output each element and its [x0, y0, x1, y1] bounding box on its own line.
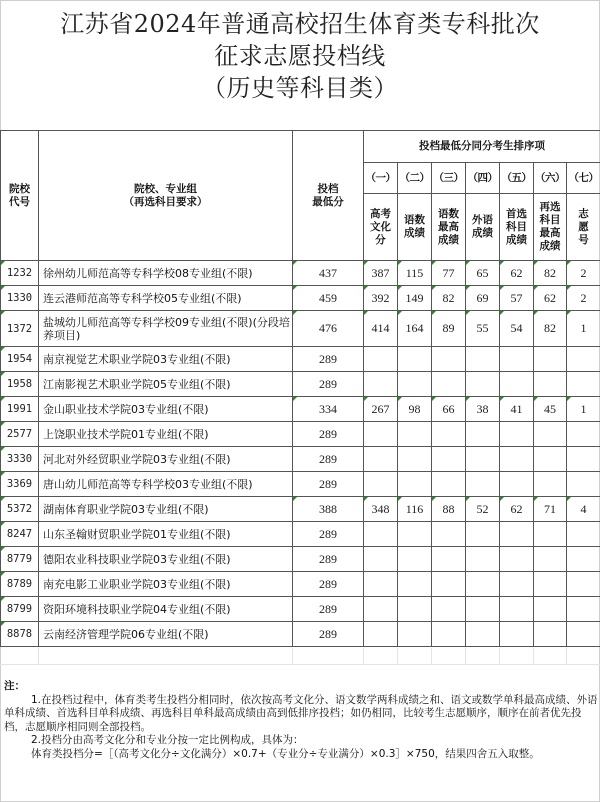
tiebreak-cell-6 — [534, 422, 567, 447]
tiebreak-cell-5 — [500, 522, 534, 547]
tiebreak-cell-3 — [432, 447, 466, 472]
tiebreak-cell-3 — [432, 572, 466, 597]
title-line-3: （历史等科目类） — [202, 74, 398, 102]
table-row — [1, 447, 600, 472]
tiebreak-cell-2 — [398, 447, 432, 472]
table-row — [1, 622, 600, 647]
tiebreak-cell-4 — [466, 622, 500, 647]
gridline — [431, 648, 432, 665]
tiebreak-cell-1: 414 — [364, 311, 398, 347]
tiebreak-cell-2 — [398, 622, 432, 647]
min-score-cell: 289 — [293, 522, 364, 547]
tiebreak-cell-3 — [432, 472, 466, 497]
tiebreak-cell-6 — [534, 447, 567, 472]
tiebreak-cell-1 — [364, 347, 398, 372]
tiebreak-cell-6 — [534, 347, 567, 372]
header-foreign-language: 外语成绩 — [466, 194, 500, 261]
header-school-group: 院校、专业组 （再选科目要求） — [39, 131, 293, 261]
tiebreak-cell-5 — [500, 597, 534, 622]
table-row — [1, 286, 600, 311]
school-code-cell: 1954 — [1, 347, 39, 372]
tiebreak-cell-7 — [567, 572, 600, 597]
tiebreak-cell-3 — [432, 422, 466, 447]
school-group-cell: 山东圣翰财贸职业学院01专业组(不限) — [39, 522, 293, 547]
min-score-cell: 476 — [293, 311, 364, 347]
school-group-cell: 盐城幼儿师范高等专科学校09专业组(不限)(分段培养项目) — [39, 311, 293, 347]
tiebreak-cell-1 — [364, 572, 398, 597]
tiebreak-cell-4 — [466, 572, 500, 597]
tiebreak-cell-3: 66 — [432, 397, 466, 422]
min-score-cell: 289 — [293, 447, 364, 472]
header-seq-6: （六） — [534, 163, 567, 194]
tiebreak-cell-2 — [398, 547, 432, 572]
tiebreak-cell-7 — [567, 472, 600, 497]
min-score-cell: 289 — [293, 372, 364, 397]
tiebreak-cell-4: 65 — [466, 261, 500, 286]
header-seq-2: （二） — [398, 163, 432, 194]
school-code-cell: 8878 — [1, 622, 39, 647]
header-seq-3: （三） — [432, 163, 466, 194]
school-group-cell: 江南影视艺术职业学院05专业组(不限) — [39, 372, 293, 397]
tiebreak-cell-4 — [466, 472, 500, 497]
min-score-cell: 289 — [293, 622, 364, 647]
school-code-cell: 8799 — [1, 597, 39, 622]
table-row — [1, 497, 600, 522]
tiebreak-cell-3 — [432, 597, 466, 622]
gridline — [363, 648, 364, 665]
tiebreak-cell-5 — [500, 622, 534, 647]
tiebreak-cell-3 — [432, 372, 466, 397]
tiebreak-cell-1: 392 — [364, 286, 398, 311]
table-row — [1, 597, 600, 622]
school-code-cell: 8247 — [1, 522, 39, 547]
tiebreak-cell-7: 1 — [567, 397, 600, 422]
school-code-cell: 5372 — [1, 497, 39, 522]
school-code-cell: 1330 — [1, 286, 39, 311]
min-score-cell: 289 — [293, 547, 364, 572]
school-code-cell: 1991 — [1, 397, 39, 422]
tiebreak-cell-5 — [500, 572, 534, 597]
blank-grid-row — [0, 648, 600, 665]
tiebreak-cell-5: 54 — [500, 311, 534, 347]
header-first-subject: 首选科目成绩 — [500, 194, 534, 261]
school-code-cell: 1958 — [1, 372, 39, 397]
tiebreak-cell-3 — [432, 347, 466, 372]
tiebreak-cell-1 — [364, 372, 398, 397]
tiebreak-cell-1 — [364, 547, 398, 572]
tiebreak-cell-5 — [500, 447, 534, 472]
tiebreak-cell-3 — [432, 547, 466, 572]
school-code-cell: 1372 — [1, 311, 39, 347]
header-seq-4: （四） — [466, 163, 500, 194]
school-group-cell: 资阳环境科技职业学院04专业组(不限) — [39, 597, 293, 622]
school-group-cell: 南京视觉艺术职业学院03专业组(不限) — [39, 347, 293, 372]
tiebreak-cell-3: 88 — [432, 497, 466, 522]
gridline — [38, 648, 39, 665]
school-group-cell: 徐州幼儿师范高等专科学校08专业组(不限) — [39, 261, 293, 286]
min-score-cell: 289 — [293, 422, 364, 447]
tiebreak-cell-6 — [534, 622, 567, 647]
admission-score-table — [0, 130, 600, 647]
min-score-cell: 388 — [293, 497, 364, 522]
tiebreak-cell-7: 1 — [567, 311, 600, 347]
table-row — [1, 522, 600, 547]
header-chinese-math-max: 语数最高成绩 — [432, 194, 466, 261]
tiebreak-cell-3 — [432, 622, 466, 647]
tiebreak-cell-6 — [534, 572, 567, 597]
tiebreak-cell-7 — [567, 522, 600, 547]
school-group-cell: 云南经济管理学院06专业组(不限) — [39, 622, 293, 647]
tiebreak-cell-4 — [466, 597, 500, 622]
tiebreak-cell-1: 348 — [364, 497, 398, 522]
school-code-cell: 8779 — [1, 547, 39, 572]
header-seq-7: （七） — [567, 163, 600, 194]
header-tiebreak-group: 投档最低分同分考生排序项 — [364, 131, 600, 163]
tiebreak-cell-6 — [534, 472, 567, 497]
min-score-cell: 289 — [293, 347, 364, 372]
school-code-cell: 2577 — [1, 422, 39, 447]
tiebreak-cell-5 — [500, 422, 534, 447]
min-score-cell: 334 — [293, 397, 364, 422]
tiebreak-cell-1: 387 — [364, 261, 398, 286]
tiebreak-cell-5 — [500, 347, 534, 372]
tiebreak-cell-2: 164 — [398, 311, 432, 347]
tiebreak-cell-7 — [567, 372, 600, 397]
tiebreak-cell-6 — [534, 547, 567, 572]
table-row — [1, 261, 600, 286]
tiebreak-cell-2 — [398, 572, 432, 597]
school-group-cell: 连云港师范高等专科学校05专业组(不限) — [39, 286, 293, 311]
tiebreak-cell-5: 41 — [500, 397, 534, 422]
tiebreak-cell-4 — [466, 422, 500, 447]
gridline — [499, 648, 500, 665]
tiebreak-cell-1 — [364, 447, 398, 472]
tiebreak-cell-7 — [567, 622, 600, 647]
school-group-cell: 南充电影工业职业学院03专业组(不限) — [39, 572, 293, 597]
school-code-cell: 1232 — [1, 261, 39, 286]
tiebreak-cell-5: 62 — [500, 261, 534, 286]
school-group-cell: 湖南体育职业学院03专业组(不限) — [39, 497, 293, 522]
tiebreak-cell-5 — [500, 472, 534, 497]
tiebreak-cell-1 — [364, 472, 398, 497]
header-school-code: 院校代号 — [1, 131, 39, 261]
tiebreak-cell-6: 82 — [534, 261, 567, 286]
tiebreak-cell-4 — [466, 447, 500, 472]
tiebreak-cell-3: 89 — [432, 311, 466, 347]
gridline — [465, 648, 466, 665]
school-group-cell: 河北对外经贸职业学院03专业组(不限) — [39, 447, 293, 472]
tiebreak-cell-7: 4 — [567, 497, 600, 522]
tiebreak-cell-5 — [500, 547, 534, 572]
tiebreak-cell-2: 115 — [398, 261, 432, 286]
note-item-2: 2.投档分由高考文化分和专业分按一定比例构成，具体为： — [31, 734, 304, 746]
tiebreak-cell-1 — [364, 522, 398, 547]
tiebreak-cell-1 — [364, 622, 398, 647]
tiebreak-cell-5 — [500, 372, 534, 397]
title-line-2: 征求志愿投档线 — [214, 42, 386, 70]
tiebreak-cell-3 — [432, 522, 466, 547]
school-code-cell: 3369 — [1, 472, 39, 497]
tiebreak-cell-4: 69 — [466, 286, 500, 311]
table-row — [1, 347, 600, 372]
table-row — [1, 472, 600, 497]
tiebreak-cell-6: 71 — [534, 497, 567, 522]
table-row — [1, 422, 600, 447]
tiebreak-cell-2 — [398, 347, 432, 372]
tiebreak-cell-2 — [398, 522, 432, 547]
tiebreak-cell-7: 2 — [567, 261, 600, 286]
tiebreak-cell-4 — [466, 372, 500, 397]
header-min-score: 投档 最低分 — [293, 131, 364, 261]
tiebreak-cell-2: 149 — [398, 286, 432, 311]
school-group-cell: 德阳农业科技职业学院03专业组(不限) — [39, 547, 293, 572]
tiebreak-cell-2 — [398, 372, 432, 397]
tiebreak-cell-7 — [567, 347, 600, 372]
school-code-cell: 8789 — [1, 572, 39, 597]
notes-heading: 注： — [4, 680, 25, 692]
table-body — [1, 261, 600, 647]
tiebreak-cell-3: 82 — [432, 286, 466, 311]
tiebreak-cell-2 — [398, 472, 432, 497]
tiebreak-cell-1 — [364, 597, 398, 622]
tiebreak-cell-7 — [567, 447, 600, 472]
tiebreak-cell-7 — [567, 422, 600, 447]
gridline — [533, 648, 534, 665]
tiebreak-cell-6: 62 — [534, 286, 567, 311]
tiebreak-cell-2: 98 — [398, 397, 432, 422]
table-row — [1, 547, 600, 572]
school-group-cell: 上饶职业技术学院01专业组(不限) — [39, 422, 293, 447]
header-elective-max: 再选科目最高成绩 — [534, 194, 567, 261]
header-seq-1: （一） — [364, 163, 398, 194]
tiebreak-cell-6 — [534, 372, 567, 397]
gridline — [397, 648, 398, 665]
min-score-cell: 437 — [293, 261, 364, 286]
header-choice-number: 志愿号 — [567, 194, 600, 261]
tiebreak-cell-4 — [466, 522, 500, 547]
gridline — [292, 648, 293, 665]
min-score-cell: 289 — [293, 597, 364, 622]
tiebreak-cell-4: 55 — [466, 311, 500, 347]
document-title — [0, 8, 600, 104]
tiebreak-cell-1 — [364, 422, 398, 447]
tiebreak-cell-6: 45 — [534, 397, 567, 422]
table-row — [1, 311, 600, 347]
tiebreak-cell-7 — [567, 547, 600, 572]
school-group-cell: 唐山幼儿师范高等专科学校03专业组(不限) — [39, 472, 293, 497]
header-chinese-math: 语数成绩 — [398, 194, 432, 261]
tiebreak-cell-3: 77 — [432, 261, 466, 286]
tiebreak-cell-2 — [398, 422, 432, 447]
gridline — [566, 648, 567, 665]
note-formula: 体育类投档分=［（高考文化分÷文化满分）×0.7+（专业分÷专业满分）×0.3］×750，结果四舍五入取整。 — [31, 747, 540, 760]
school-code-cell: 3330 — [1, 447, 39, 472]
tiebreak-cell-6: 82 — [534, 311, 567, 347]
header-culture-score: 高考文化分 — [364, 194, 398, 261]
min-score-cell: 289 — [293, 572, 364, 597]
tiebreak-cell-6 — [534, 597, 567, 622]
header-seq-5: （五） — [500, 163, 534, 194]
tiebreak-cell-4: 38 — [466, 397, 500, 422]
table-row — [1, 572, 600, 597]
table-row — [1, 397, 600, 422]
tiebreak-cell-1: 267 — [364, 397, 398, 422]
tiebreak-cell-6 — [534, 522, 567, 547]
tiebreak-cell-4: 52 — [466, 497, 500, 522]
min-score-cell: 289 — [293, 472, 364, 497]
note-item-1: 1.在投档过程中，体育类考生投档分相同时，依次按高考文化分、语文数学两科成绩之和、语文或数学单科最高成绩、外语单科成绩、首选科目单科成绩、再选科目单科最高成绩由高到低排序投档；如仍相同，比较考生志愿顺序，顺序在前者优先投档，志愿顺序相同则全部投档。 — [4, 693, 598, 733]
min-score-cell: 459 — [293, 286, 364, 311]
tiebreak-cell-7: 2 — [567, 286, 600, 311]
tiebreak-cell-5: 62 — [500, 497, 534, 522]
school-group-cell: 金山职业技术学院03专业组(不限) — [39, 397, 293, 422]
tiebreak-cell-2 — [398, 597, 432, 622]
tiebreak-cell-4 — [466, 547, 500, 572]
table-row — [1, 372, 600, 397]
title-line-1: 江苏省2024年普通高校招生体育类专科批次 — [60, 10, 540, 38]
tiebreak-cell-7 — [567, 597, 600, 622]
tiebreak-cell-4 — [466, 347, 500, 372]
tiebreak-cell-2: 116 — [398, 497, 432, 522]
tiebreak-cell-5: 57 — [500, 286, 534, 311]
notes-section — [4, 680, 598, 761]
